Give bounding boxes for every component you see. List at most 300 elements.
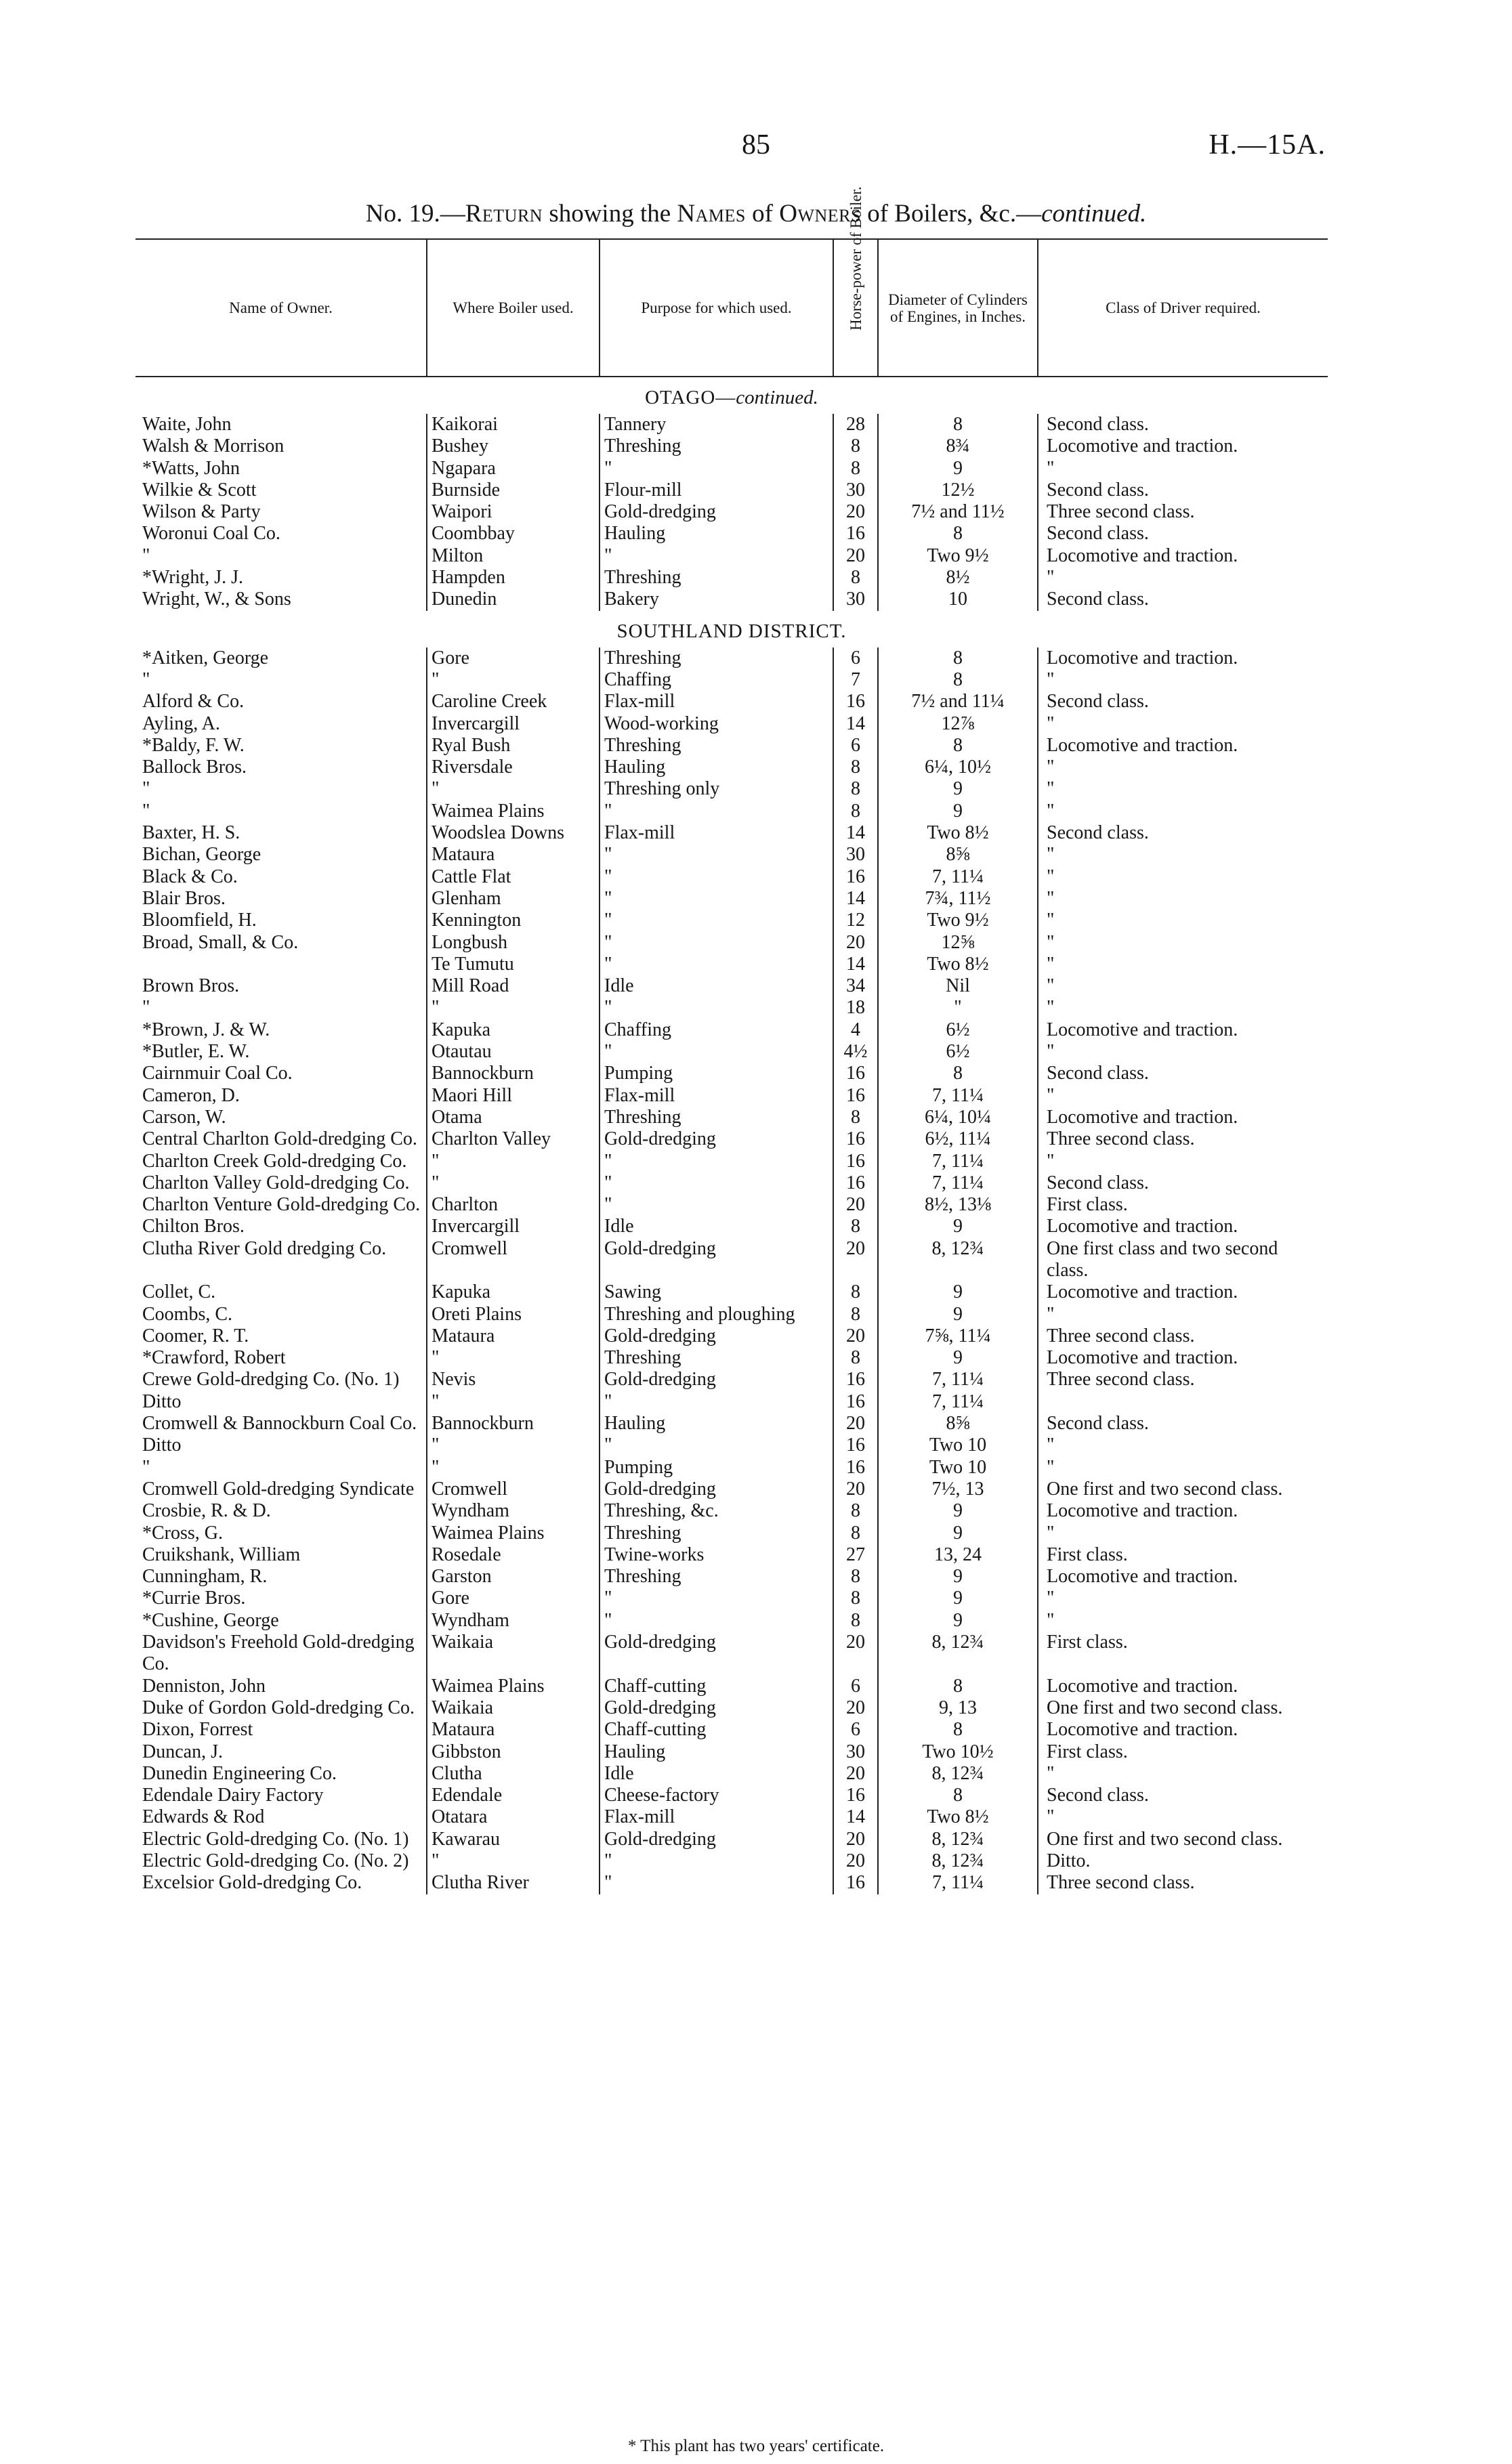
location-cell: Rosedale [427, 1544, 600, 1566]
table-row [135, 691, 1328, 713]
horse-power-cell: 30 [833, 844, 878, 866]
horse-power-cell: 8 [833, 801, 878, 822]
table-row [135, 1216, 1328, 1237]
driver-class-cell [1038, 1391, 1328, 1413]
purpose-cell: Gold-dredging [600, 1238, 833, 1282]
purpose-cell: " [600, 866, 833, 888]
horse-power-cell: 34 [833, 975, 878, 997]
cylinder-diameter-cell: 8, 12¾ [878, 1829, 1038, 1850]
driver-class-cell: Ditto. [1038, 1850, 1328, 1872]
cylinder-diameter-cell: Nil [878, 975, 1038, 997]
owner-cell: Cunningham, R. [142, 1566, 268, 1588]
table-row [135, 888, 1328, 910]
purpose-cell: " [600, 458, 833, 480]
horse-power-cell: 20 [833, 545, 878, 567]
driver-class-cell: " [1038, 932, 1328, 954]
owner-cell: *Brown, J. & W. [142, 1019, 270, 1040]
location-cell: Otama [427, 1107, 600, 1128]
location-cell: Waipori [427, 501, 600, 523]
cylinder-diameter-cell: 7½, 13 [878, 1479, 1038, 1500]
owner-cell: Brown Bros. [142, 975, 240, 997]
table-row [135, 1719, 1328, 1741]
driver-class-cell: Three second class. [1038, 1325, 1328, 1347]
owner-cell: Blair Bros. [142, 887, 226, 909]
horse-power-cell: 8 [833, 1523, 878, 1544]
horse-power-cell: 16 [833, 1457, 878, 1479]
table-row [135, 1304, 1328, 1325]
driver-class-cell: " [1038, 713, 1328, 735]
table-row [135, 545, 1328, 567]
horse-power-cell: 8 [833, 778, 878, 800]
driver-class-cell: " [1038, 458, 1328, 480]
purpose-cell: " [600, 1041, 833, 1063]
footnote: * This plant has two years' certificate. [627, 2437, 885, 2455]
location-cell: Waimea Plains [427, 1676, 600, 1697]
horse-power-cell: 16 [833, 1872, 878, 1894]
driver-class-cell: " [1038, 1457, 1328, 1479]
cylinder-diameter-cell: 7½ and 11½ [878, 501, 1038, 523]
cylinder-diameter-cell: Two 9½ [878, 545, 1038, 567]
purpose-cell: Bakery [600, 589, 833, 610]
cylinder-diameter-cell: 8¾ [878, 436, 1038, 457]
table-row [135, 735, 1328, 757]
column-header-row [135, 238, 1328, 377]
location-cell: Wyndham [427, 1610, 600, 1632]
purpose-cell: Gold-dredging [600, 1325, 833, 1347]
purpose-cell: Flax-mill [600, 822, 833, 844]
horse-power-cell: 12 [833, 910, 878, 931]
cylinder-diameter-cell: 9 [878, 1347, 1038, 1369]
driver-class-cell: " [1038, 1151, 1328, 1172]
location-cell: Caroline Creek [427, 691, 600, 713]
owner-cell: " [142, 997, 150, 1019]
owner-cell: *Cushine, George [142, 1609, 279, 1631]
driver-class-cell: First class. [1038, 1632, 1328, 1676]
location-cell: Garston [427, 1566, 600, 1588]
cylinder-diameter-cell: 8⅝ [878, 1413, 1038, 1435]
cylinder-diameter-cell: 9 [878, 1281, 1038, 1303]
table-row [135, 414, 1328, 436]
driver-class-cell: Second class. [1038, 822, 1328, 844]
owner-cell: Crosbie, R. & D. [142, 1500, 271, 1522]
purpose-cell: Chaffing [600, 669, 833, 691]
horse-power-cell: 8 [833, 1610, 878, 1632]
location-cell: Charlton [427, 1194, 600, 1216]
purpose-cell: " [600, 1850, 833, 1872]
owner-cell: Electric Gold-dredging Co. (No. 2) [142, 1850, 409, 1871]
cylinder-diameter-cell: 7, 11¼ [878, 866, 1038, 888]
table-row [135, 567, 1328, 589]
driver-class-cell: Second class. [1038, 589, 1328, 610]
owner-cell: " [142, 778, 150, 800]
driver-class-cell: Three second class. [1038, 501, 1328, 523]
table-row [135, 1829, 1328, 1850]
table-row [135, 1281, 1328, 1303]
purpose-cell: Chaff-cutting [600, 1676, 833, 1697]
location-cell: Kawarau [427, 1829, 600, 1850]
table-row [135, 713, 1328, 735]
location-cell: Cromwell [427, 1479, 600, 1500]
driver-class-cell: One first class and two second class. [1038, 1238, 1328, 1282]
table-row [135, 1806, 1328, 1828]
horse-power-cell: 14 [833, 1806, 878, 1828]
cylinder-diameter-cell: 7⅝, 11¼ [878, 1325, 1038, 1347]
horse-power-cell: 16 [833, 866, 878, 888]
table-row [135, 523, 1328, 545]
location-cell: Glenham [427, 888, 600, 910]
location-cell: Kapuka [427, 1281, 600, 1303]
table-row [135, 1457, 1328, 1479]
table-row [135, 1085, 1328, 1107]
driver-class-cell: Locomotive and traction. [1038, 436, 1328, 457]
cylinder-diameter-cell: 8 [878, 523, 1038, 545]
horse-power-cell: 8 [833, 1304, 878, 1325]
purpose-cell: Pumping [600, 1063, 833, 1084]
table-row [135, 458, 1328, 480]
location-cell: Ryal Bush [427, 735, 600, 757]
cylinder-diameter-cell: 9, 13 [878, 1697, 1038, 1719]
horse-power-cell: 28 [833, 414, 878, 436]
horse-power-cell: 4 [833, 1019, 878, 1041]
purpose-cell: Wood-working [600, 713, 833, 735]
table-row [135, 501, 1328, 523]
location-cell: Otautau [427, 1041, 600, 1063]
horse-power-cell: 14 [833, 822, 878, 844]
cylinder-diameter-cell: Two 10 [878, 1457, 1038, 1479]
cylinder-diameter-cell: 8 [878, 1676, 1038, 1697]
purpose-cell: Gold-dredging [600, 1479, 833, 1500]
table-row [135, 1500, 1328, 1522]
horse-power-cell: 16 [833, 1391, 878, 1413]
driver-class-cell: " [1038, 997, 1328, 1019]
location-cell: Gore [427, 647, 600, 669]
driver-class-cell: " [1038, 888, 1328, 910]
horse-power-cell: 4½ [833, 1041, 878, 1063]
cylinder-diameter-cell: 9 [878, 1500, 1038, 1522]
driver-class-cell: Locomotive and traction. [1038, 1566, 1328, 1588]
location-cell: Dunedin [427, 589, 600, 610]
location-cell: Charlton Valley [427, 1128, 600, 1150]
driver-class-cell: Second class. [1038, 1063, 1328, 1084]
driver-class-cell: Locomotive and traction. [1038, 735, 1328, 757]
horse-power-cell: 16 [833, 1172, 878, 1194]
horse-power-cell: 6 [833, 1676, 878, 1697]
driver-class-cell: Locomotive and traction. [1038, 1719, 1328, 1741]
owner-cell: Charlton Valley Gold-dredging Co. [142, 1172, 410, 1193]
table-row [135, 1850, 1328, 1872]
owner-cell: Ayling, A. [142, 713, 220, 734]
horse-power-cell: 16 [833, 691, 878, 713]
purpose-cell: Threshing [600, 647, 833, 669]
owner-cell: Bichan, George [142, 844, 261, 866]
owner-cell: *Butler, E. W. [142, 1041, 250, 1063]
cylinder-diameter-cell: 7, 11¼ [878, 1151, 1038, 1172]
owner-cell: Bloomfield, H. [142, 910, 257, 931]
table-row [135, 757, 1328, 778]
owner-cell: Crewe Gold-dredging Co. (No. 1) [142, 1369, 400, 1390]
table-row [135, 436, 1328, 457]
owner-cell: Waite, John [142, 414, 232, 435]
purpose-cell: Twine-works [600, 1544, 833, 1566]
purpose-cell: " [600, 1391, 833, 1413]
location-cell: Waikaia [427, 1632, 600, 1676]
location-cell: Te Tumutu [427, 954, 600, 975]
table-row [135, 997, 1328, 1019]
cylinder-diameter-cell: 7, 11¼ [878, 1872, 1038, 1894]
location-cell: Mill Road [427, 975, 600, 997]
driver-class-cell: Second class. [1038, 480, 1328, 501]
driver-class-cell: " [1038, 757, 1328, 778]
owner-cell: Davidson's Freehold Gold-dredging Co. [142, 1632, 415, 1675]
horse-power-cell: 20 [833, 1194, 878, 1216]
driver-class-cell: " [1038, 669, 1328, 691]
driver-class-cell: One first and two second class. [1038, 1697, 1328, 1719]
cylinder-diameter-cell: 12⅝ [878, 932, 1038, 954]
cylinder-diameter-cell: 8 [878, 735, 1038, 757]
owner-cell: Cruikshank, William [142, 1544, 301, 1565]
purpose-cell: " [600, 801, 833, 822]
purpose-cell: Threshing [600, 436, 833, 457]
table-row [135, 1697, 1328, 1719]
location-cell: Mataura [427, 1719, 600, 1741]
purpose-cell: Flax-mill [600, 1085, 833, 1107]
table-row [135, 910, 1328, 931]
owner-cell: " [142, 800, 150, 822]
table-row [135, 1391, 1328, 1413]
owner-cell: Coomer, R. T. [142, 1325, 249, 1346]
column-header-horse-power: Horse-power of Boiler. [833, 238, 878, 377]
purpose-cell: " [600, 932, 833, 954]
purpose-cell: Tannery [600, 414, 833, 436]
horse-power-cell: 14 [833, 954, 878, 975]
horse-power-cell: 20 [833, 1697, 878, 1719]
location-cell: Waikaia [427, 1697, 600, 1719]
cylinder-diameter-cell: 9 [878, 1588, 1038, 1609]
location-cell: " [427, 1391, 600, 1413]
horse-power-cell: 8 [833, 757, 878, 778]
driver-class-cell: First class. [1038, 1544, 1328, 1566]
owner-cell: Carson, W. [142, 1106, 226, 1128]
purpose-cell: " [600, 844, 833, 866]
driver-class-cell: " [1038, 1041, 1328, 1063]
location-cell: Ngapara [427, 458, 600, 480]
driver-class-cell: " [1038, 1435, 1328, 1456]
location-cell: Mataura [427, 844, 600, 866]
purpose-cell: Threshing and ploughing [600, 1304, 833, 1325]
column-header-driver-class: Class of Driver required. [1038, 238, 1328, 377]
section-title: SOUTHLAND DISTRICT. [616, 620, 847, 642]
cylinder-diameter-cell: 9 [878, 1610, 1038, 1632]
driver-class-cell: " [1038, 954, 1328, 975]
table-row [135, 866, 1328, 888]
location-cell: " [427, 1457, 600, 1479]
cylinder-diameter-cell: 7½ and 11¼ [878, 691, 1038, 713]
table-row [135, 1369, 1328, 1390]
cylinder-diameter-cell: 8 [878, 1719, 1038, 1741]
driver-class-cell: " [1038, 567, 1328, 589]
horse-power-cell: 16 [833, 523, 878, 545]
cylinder-diameter-cell: 13, 24 [878, 1544, 1038, 1566]
cylinder-diameter-cell: 6½, 11¼ [878, 1128, 1038, 1150]
horse-power-cell: 20 [833, 1829, 878, 1850]
cylinder-diameter-cell: 9 [878, 1304, 1038, 1325]
driver-class-cell: Locomotive and traction. [1038, 1676, 1328, 1697]
table-row [135, 1151, 1328, 1172]
location-cell: Invercargill [427, 713, 600, 735]
owner-cell: Chilton Bros. [142, 1216, 245, 1237]
horse-power-cell: 8 [833, 1500, 878, 1522]
owner-cell: *Baldy, F. W. [142, 734, 245, 756]
cylinder-diameter-cell: 8⅝ [878, 844, 1038, 866]
owner-cell: Baxter, H. S. [142, 822, 240, 844]
purpose-cell: Gold-dredging [600, 1632, 833, 1676]
table-row [135, 822, 1328, 844]
purpose-cell: Idle [600, 1763, 833, 1785]
driver-class-cell: " [1038, 844, 1328, 866]
horse-power-cell: 20 [833, 1413, 878, 1435]
driver-class-cell: Locomotive and traction. [1038, 1216, 1328, 1237]
owner-cell: *Cross, G. [142, 1522, 224, 1544]
horse-power-cell: 14 [833, 888, 878, 910]
table-row [135, 932, 1328, 954]
cylinder-diameter-cell: Two 8½ [878, 1806, 1038, 1828]
driver-class-cell: One first and two second class. [1038, 1829, 1328, 1850]
cylinder-diameter-cell: 7, 11¼ [878, 1172, 1038, 1194]
cylinder-diameter-cell: " [878, 997, 1038, 1019]
owner-cell: Wilson & Party [142, 501, 261, 523]
purpose-cell: Idle [600, 975, 833, 997]
owner-cell: Ditto [142, 1435, 182, 1456]
owner-cell: Woronui Coal Co. [142, 523, 280, 545]
table-row [135, 1019, 1328, 1041]
driver-class-cell: Three second class. [1038, 1128, 1328, 1150]
cylinder-diameter-cell: 9 [878, 1523, 1038, 1544]
table-row [135, 669, 1328, 691]
purpose-cell: " [600, 954, 833, 975]
cylinder-diameter-cell: 8 [878, 647, 1038, 669]
owner-cell: Walsh & Morrison [142, 436, 285, 457]
table-row [135, 1107, 1328, 1128]
owner-cell: Duke of Gordon Gold-dredging Co. [142, 1697, 415, 1718]
column-header-where-used: Where Boiler used. [427, 238, 600, 377]
cylinder-diameter-cell: 6¼, 10½ [878, 757, 1038, 778]
table-row [135, 1632, 1328, 1676]
cylinder-diameter-cell: 8 [878, 414, 1038, 436]
horse-power-cell: 16 [833, 1151, 878, 1172]
purpose-cell: Threshing [600, 1566, 833, 1588]
horse-power-cell: 20 [833, 932, 878, 954]
cylinder-diameter-cell: 8½ [878, 567, 1038, 589]
owner-cell: Excelsior Gold-dredging Co. [142, 1872, 362, 1894]
horse-power-cell: 20 [833, 1763, 878, 1785]
horse-power-cell: 20 [833, 1479, 878, 1500]
driver-class-cell: Second class. [1038, 414, 1328, 436]
cylinder-diameter-cell: Two 10½ [878, 1741, 1038, 1763]
cylinder-diameter-cell: 9 [878, 1566, 1038, 1588]
cylinder-diameter-cell: 8, 12¾ [878, 1238, 1038, 1282]
driver-class-cell: One first and two second class. [1038, 1479, 1328, 1500]
owner-cell: Alford & Co. [142, 691, 245, 713]
location-cell: Bannockburn [427, 1413, 600, 1435]
driver-class-cell: Locomotive and traction. [1038, 1347, 1328, 1369]
table-row [135, 1325, 1328, 1347]
purpose-cell: Threshing, &c. [600, 1500, 833, 1522]
table-row [135, 1347, 1328, 1369]
location-cell: Bannockburn [427, 1063, 600, 1084]
horse-power-cell: 18 [833, 997, 878, 1019]
cylinder-diameter-cell: Two 8½ [878, 822, 1038, 844]
owner-cell: " [142, 1456, 150, 1478]
location-cell: " [427, 1151, 600, 1172]
horse-power-cell: 20 [833, 501, 878, 523]
purpose-cell: Idle [600, 1216, 833, 1237]
table-row [135, 589, 1328, 610]
owner-cell: " [142, 545, 150, 566]
column-header-owner: Name of Owner. [229, 299, 333, 316]
location-cell: Kapuka [427, 1019, 600, 1041]
purpose-cell: Hauling [600, 1413, 833, 1435]
driver-class-cell: Locomotive and traction. [1038, 1500, 1328, 1522]
owner-cell: " [142, 668, 150, 690]
location-cell: Clutha River [427, 1872, 600, 1894]
location-cell: Otatara [427, 1806, 600, 1828]
table-row [135, 1566, 1328, 1588]
purpose-cell: Cheese-factory [600, 1785, 833, 1806]
table-row [135, 1763, 1328, 1785]
owner-cell: *Crawford, Robert [142, 1347, 286, 1369]
purpose-cell: Hauling [600, 1741, 833, 1763]
owner-cell: Collet, C. [142, 1281, 216, 1303]
horse-power-cell: 6 [833, 1719, 878, 1741]
cylinder-diameter-cell: 8 [878, 669, 1038, 691]
purpose-cell: Flax-mill [600, 691, 833, 713]
horse-power-cell: 7 [833, 669, 878, 691]
driver-class-cell: " [1038, 1763, 1328, 1785]
table-row [135, 1785, 1328, 1806]
purpose-cell: Threshing only [600, 778, 833, 800]
owner-cell: *Watts, John [142, 457, 240, 479]
table-row [135, 1413, 1328, 1435]
owner-cell: Ballock Bros. [142, 757, 247, 778]
location-cell: Coombbay [427, 523, 600, 545]
purpose-cell: " [600, 997, 833, 1019]
cylinder-diameter-cell: 8 [878, 1063, 1038, 1084]
cylinder-diameter-cell: 7, 11¼ [878, 1391, 1038, 1413]
location-cell: Bushey [427, 436, 600, 457]
horse-power-cell: 16 [833, 1063, 878, 1084]
cylinder-diameter-cell: 8½, 13⅛ [878, 1194, 1038, 1216]
driver-class-cell: " [1038, 1523, 1328, 1544]
purpose-cell: Sawing [600, 1281, 833, 1303]
location-cell: Milton [427, 545, 600, 567]
driver-class-cell: Locomotive and traction. [1038, 1281, 1328, 1303]
location-cell: Gore [427, 1588, 600, 1609]
horse-power-cell: 16 [833, 1085, 878, 1107]
location-cell: Woodslea Downs [427, 822, 600, 844]
section-heading [135, 377, 1328, 414]
location-cell: Oreti Plains [427, 1304, 600, 1325]
purpose-cell: Gold-dredging [600, 501, 833, 523]
horse-power-cell: 8 [833, 567, 878, 589]
horse-power-cell: 8 [833, 436, 878, 457]
purpose-cell: " [600, 910, 833, 931]
section-title: OTAGO—continued. [645, 387, 818, 408]
column-header-diameter: Diameter of Cylinders of Engines, in Inches. [878, 238, 1038, 377]
horse-power-cell: 14 [833, 713, 878, 735]
location-cell: " [427, 1172, 600, 1194]
purpose-cell: Hauling [600, 757, 833, 778]
driver-class-cell: Second class. [1038, 1413, 1328, 1435]
